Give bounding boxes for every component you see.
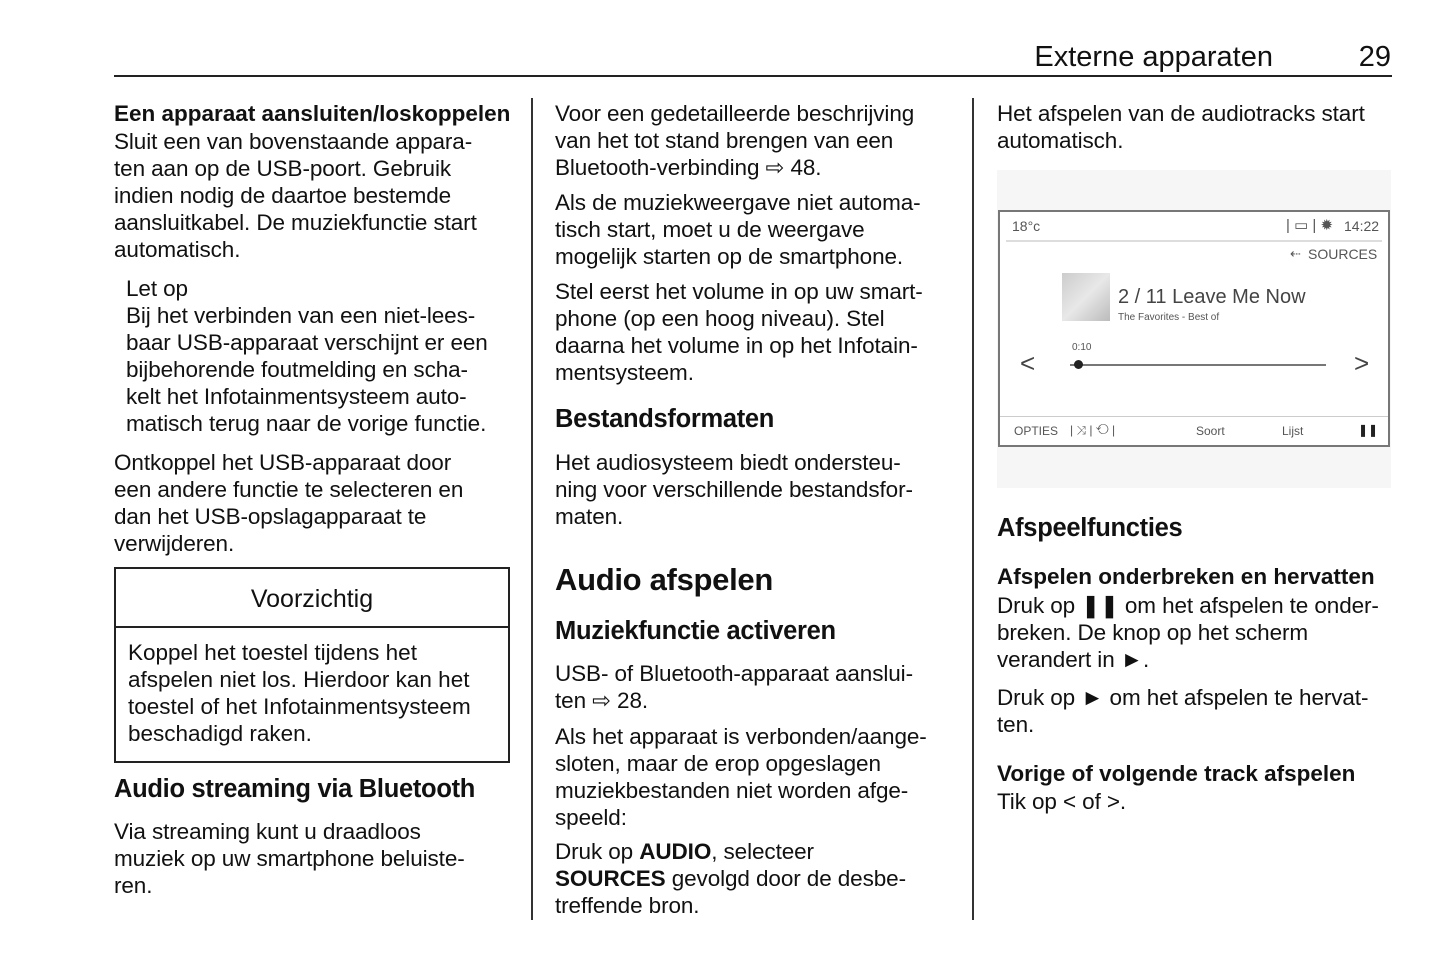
heading-connect: Een apparaat aansluiten/loskoppelen [114, 101, 511, 126]
paragraph: Sluit een van bovenstaande appara- ten aan op de USB-poort. Gebruik indien nodig de daartoe bestemde aansluitkabel. De muziekfunctie start automatisch. [114, 129, 477, 262]
options-button: OPTIES [1014, 424, 1059, 438]
list-button: Lijst [1282, 424, 1304, 438]
previous-icon: < [1020, 348, 1036, 378]
next-icon: > [1354, 348, 1370, 378]
album-art [1062, 273, 1110, 321]
paragraph [555, 839, 906, 920]
album-name: The Favorites - Best of [1118, 312, 1220, 323]
sort-button: Soort [1196, 424, 1225, 438]
screen-frame [998, 210, 1390, 447]
paragraph: Via streaming kunt u draadloos muziek op uw smartphone beluiste- ren. [114, 819, 465, 898]
paragraph: Druk op ► om het afspelen te hervat- ten. [997, 685, 1369, 737]
shuffle-icon: | ⤨ | ⟲ | [1070, 423, 1116, 437]
text: gevolgd door de desbe- treffende bron. [555, 865, 906, 918]
temperature: 18°c [1012, 218, 1041, 234]
paragraph: Als het apparaat is verbonden/aange- sloten, maar de erop opgeslagen muziekbestanden niet worden afge- speeld: [555, 724, 927, 830]
heading-playback: Afspeelfuncties [997, 514, 1183, 542]
sources-button: SOURCES [1308, 246, 1378, 262]
paragraph: Stel eerst het volume in op uw smart- phone (op een hoog niveau). Stel daarna het volume in op het Infotain- mentsysteem. [555, 279, 923, 385]
caution-box [114, 567, 510, 763]
pause-icon: ❚❚ [1358, 423, 1379, 437]
paragraph: USB- of Bluetooth-apparaat aanslui- ten ⇨ 28. [555, 661, 913, 713]
text: Druk op [555, 839, 640, 864]
paragraph: Ontkoppel het USB-apparaat door een andere functie te selecteren en dan het USB-opslagapparaat te verwijderen. [114, 450, 464, 556]
note-title: Let op [126, 276, 188, 301]
paragraph: Druk op ❚❚ om het afspelen te onder- breken. De knop op het scherm verandert in ►. [997, 593, 1379, 672]
paragraph: Als de muziekweergave niet automa- tisch start, moet u de weergave mogelijk starten op de smartphone. [555, 190, 921, 269]
column-divider [972, 98, 974, 920]
caution-title: Voorzichtig [116, 569, 508, 628]
running-header-title: Externe apparaten [1034, 41, 1273, 73]
usb-icon: ⇠ [1290, 246, 1301, 261]
section-heading: Audio afspelen [555, 562, 773, 597]
divider [1006, 240, 1382, 242]
elapsed-time: 0:10 [1072, 342, 1092, 353]
progress-knob [1074, 360, 1083, 369]
page-number: 29 [1358, 41, 1391, 73]
note-text: Bij het verbinden van een niet-lees- baar USB-apparaat verschijnt er een bijbehorende foutmelding en scha- kelt het Infotainmentsysteem auto- matisch terug naar de vorige functie. [126, 303, 488, 436]
subheading-track: Vorige of volgende track afspelen [997, 761, 1356, 786]
phone-icon: | ▭ | ✹ [1286, 217, 1334, 234]
infotainment-screenshot [997, 170, 1391, 488]
subheading-pause: Afspelen onderbreken en hervatten [997, 564, 1375, 589]
paragraph: Voor een gedetailleerde beschrijving van het tot stand brengen van een Bluetooth-verbinding ⇨ 48. [555, 101, 915, 180]
paragraph: Het audiosysteem biedt ondersteu- ning voor verschillende bestandsfor- maten. [555, 450, 913, 529]
divider [1000, 416, 1388, 417]
audio-key: AUDIO [639, 839, 712, 864]
heading-activate: Muziekfunctie activeren [555, 617, 836, 645]
paragraph: Tik op < of >. [997, 789, 1127, 814]
paragraph: Het afspelen van de audiotracks start automatisch. [997, 101, 1365, 153]
column-divider [531, 98, 533, 920]
heading-bluetooth: Audio streaming via Bluetooth [114, 775, 476, 803]
heading-formats: Bestandsformaten [555, 405, 775, 433]
progress-track [1070, 364, 1326, 366]
text: , selecteer [711, 839, 814, 864]
header-rule [114, 75, 1392, 77]
sources-key: SOURCES [555, 865, 666, 891]
clock: 14:22 [1344, 218, 1380, 234]
caution-text: Koppel het toestel tijdens het afspelen niet los. Hierdoor kan het toestel of het Infotainmentsysteem beschadigd raken. [128, 640, 471, 746]
track-title: 2 / 11 Leave Me Now [1118, 286, 1306, 308]
